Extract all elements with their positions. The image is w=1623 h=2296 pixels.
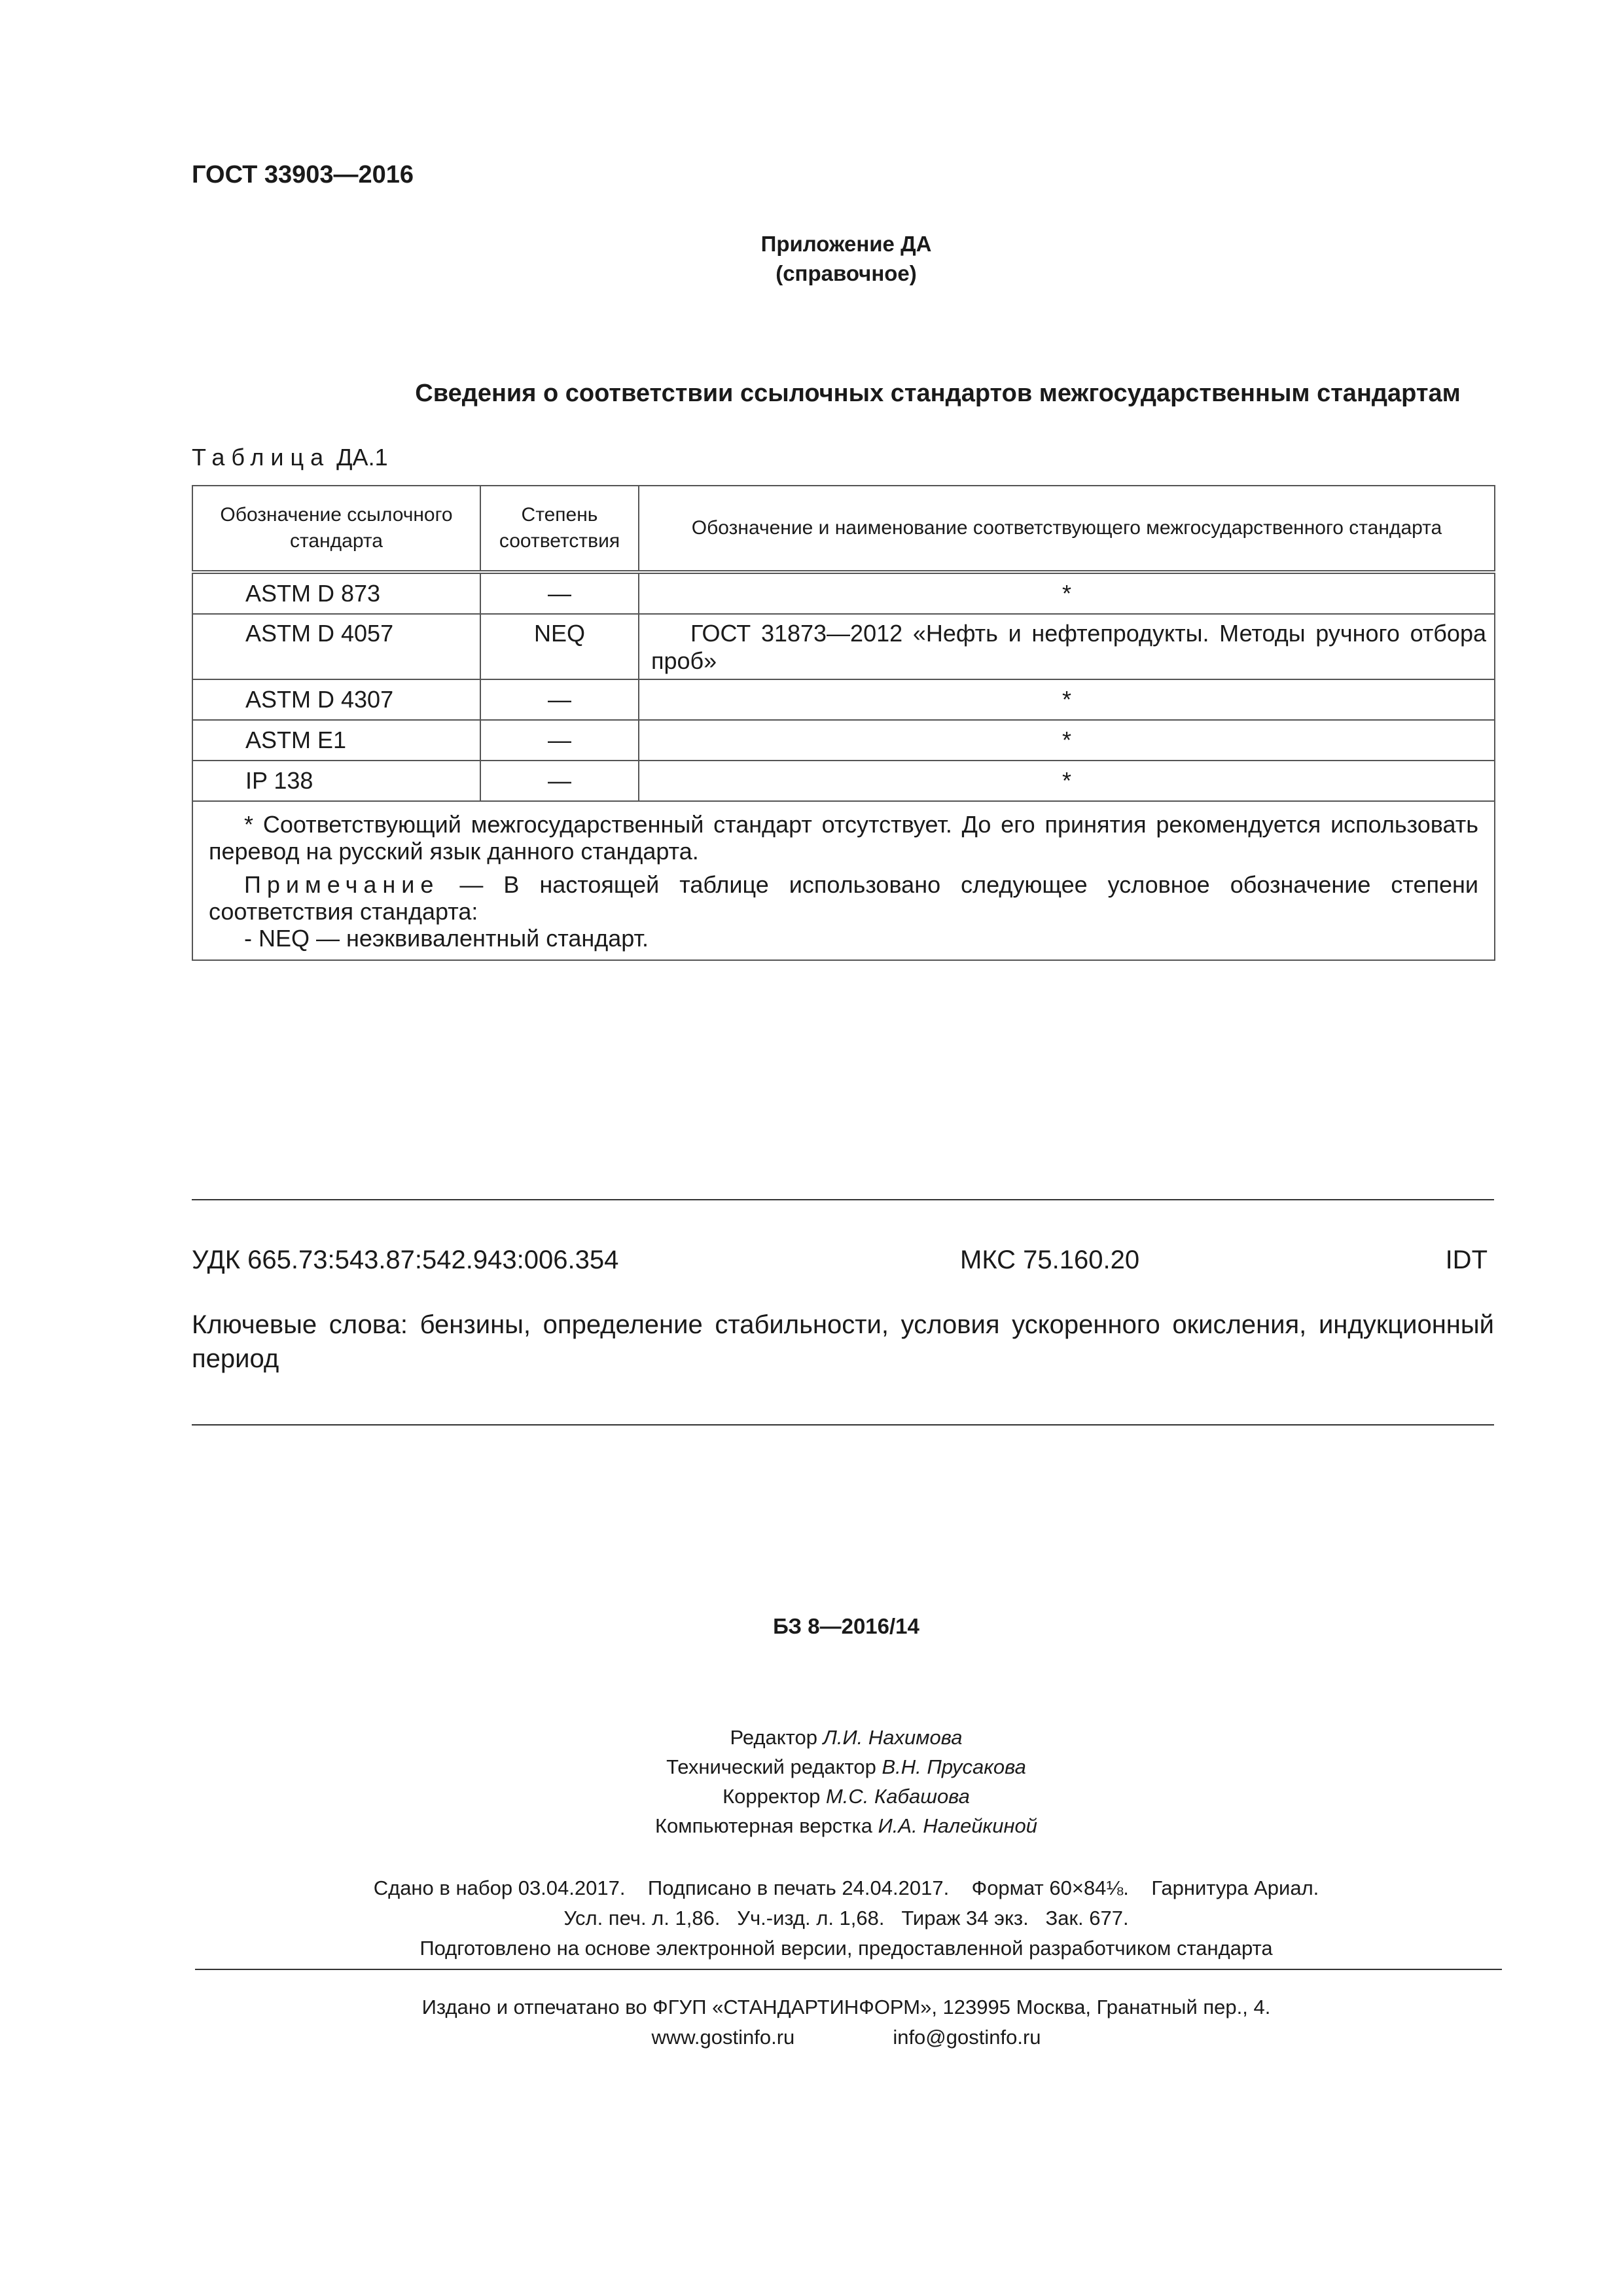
column-header-degree: Степень соответствия [480, 486, 639, 572]
cell-code: ASTM D 4057 [192, 614, 480, 679]
reference-standards-table [192, 485, 1495, 961]
staff-role: Корректор [722, 1785, 821, 1808]
annex-title: Приложение ДА [760, 232, 932, 256]
staff-role: Компьютерная верстка [655, 1814, 872, 1837]
table-footnote-cell [192, 801, 1495, 960]
cell-name: ГОСТ 31873—2012 «Нефть и нефтепродукты. Методы ручного отбора проб» [639, 614, 1495, 679]
udc-code: УДК 665.73:543.87:542.943:006.354 [192, 1246, 619, 1274]
table-row [192, 614, 1495, 679]
idt-marker: IDT [1445, 1246, 1488, 1274]
table-note [209, 871, 1478, 925]
section-title: Сведения о соответствии ссылочных стандартов межгосударственным стандартам [415, 380, 1461, 407]
table-caption [192, 444, 388, 471]
column-header-name: Обозначение и наименование соответствующего межгосударственного стандарта [639, 486, 1495, 572]
cell-name: * [639, 572, 1495, 614]
keywords: Ключевые слова: бензины, определение стабильности, условия ускоренного окисления, индукционный период [192, 1310, 1494, 1373]
staff-name: М.С. Кабашова [825, 1785, 970, 1808]
note-item: - NEQ — неэквивалентный стандарт. [244, 925, 649, 952]
cell-name: * [639, 679, 1495, 720]
staff-line [0, 1782, 1623, 1811]
cell-degree: — [480, 720, 639, 761]
staff-line [0, 1811, 1623, 1840]
note-label: Примечание [244, 871, 440, 898]
table-row [192, 679, 1495, 720]
cell-name: * [639, 761, 1495, 801]
table-row [192, 720, 1495, 761]
divider-bottom [192, 1424, 1494, 1426]
publisher-line: Издано и отпечатано во ФГУП «СТАНДАРТИНФОРМ», 123995 Москва, Гранатный пер., 4. [421, 1996, 1271, 2018]
print-info-line1: Сдано в набор 03.04.2017. Подписано в печать 24.04.2017. Формат 60×84⅛. Гарнитура Ариал. [373, 1876, 1319, 1899]
print-info-line3: Подготовлено на основе электронной версии, предоставленной разработчиком стандарта [419, 1937, 1273, 1960]
publisher-email[interactable]: info@gostinfo.ru [893, 2026, 1041, 2049]
note-text: — В настоящей таблице использовано следующее условное обозначение степени соответствия стандарта: [209, 871, 1478, 925]
publisher-contacts [0, 2022, 1623, 2053]
staff-name: И.А. Налейкиной [878, 1814, 1037, 1837]
document-code: ГОСТ 33903—2016 [192, 161, 414, 188]
cell-degree: NEQ [480, 614, 639, 679]
table-caption-id: ДА.1 [336, 444, 388, 471]
cell-degree: — [480, 572, 639, 614]
classification-line [192, 1246, 1488, 1278]
cell-code: ASTM E1 [192, 720, 480, 761]
annex-subtitle: (справочное) [776, 261, 917, 285]
staff-name: Л.И. Нахимова [823, 1726, 963, 1749]
staff-role: Технический редактор [666, 1755, 876, 1778]
publisher-website[interactable]: www.gostinfo.ru [651, 2026, 795, 2049]
cell-code: IP 138 [192, 761, 480, 801]
cell-name: * [639, 720, 1495, 761]
table-row [192, 572, 1495, 614]
divider-top [192, 1199, 1494, 1200]
staff-line [0, 1752, 1623, 1782]
divider-imprint [195, 1969, 1502, 1970]
table-caption-word: Таблица [192, 444, 330, 471]
cell-degree: — [480, 679, 639, 720]
table-header-row [192, 486, 1495, 572]
cell-code: ASTM D 873 [192, 572, 480, 614]
staff-name: В.Н. Прусакова [882, 1755, 1026, 1778]
bz-number: БЗ 8—2016/14 [773, 1614, 919, 1638]
cell-code: ASTM D 4307 [192, 679, 480, 720]
table-row [192, 761, 1495, 801]
staff-role: Редактор [730, 1726, 817, 1749]
staff-line [0, 1723, 1623, 1752]
column-header-code: Обозначение ссылочного стандарта [192, 486, 480, 572]
table-footnote: * Соответствующий межгосударственный стандарт отсутствует. До его принятия рекомендуется использовать перевод на русский язык данного стандарта. [209, 811, 1478, 865]
print-info-line2: Усл. печ. л. 1,86. Уч.-изд. л. 1,68. Тираж 34 экз. Зак. 677. [563, 1907, 1129, 1929]
mks-code: МКС 75.160.20 [960, 1246, 1140, 1274]
table-footer-row [192, 801, 1495, 960]
cell-degree: — [480, 761, 639, 801]
